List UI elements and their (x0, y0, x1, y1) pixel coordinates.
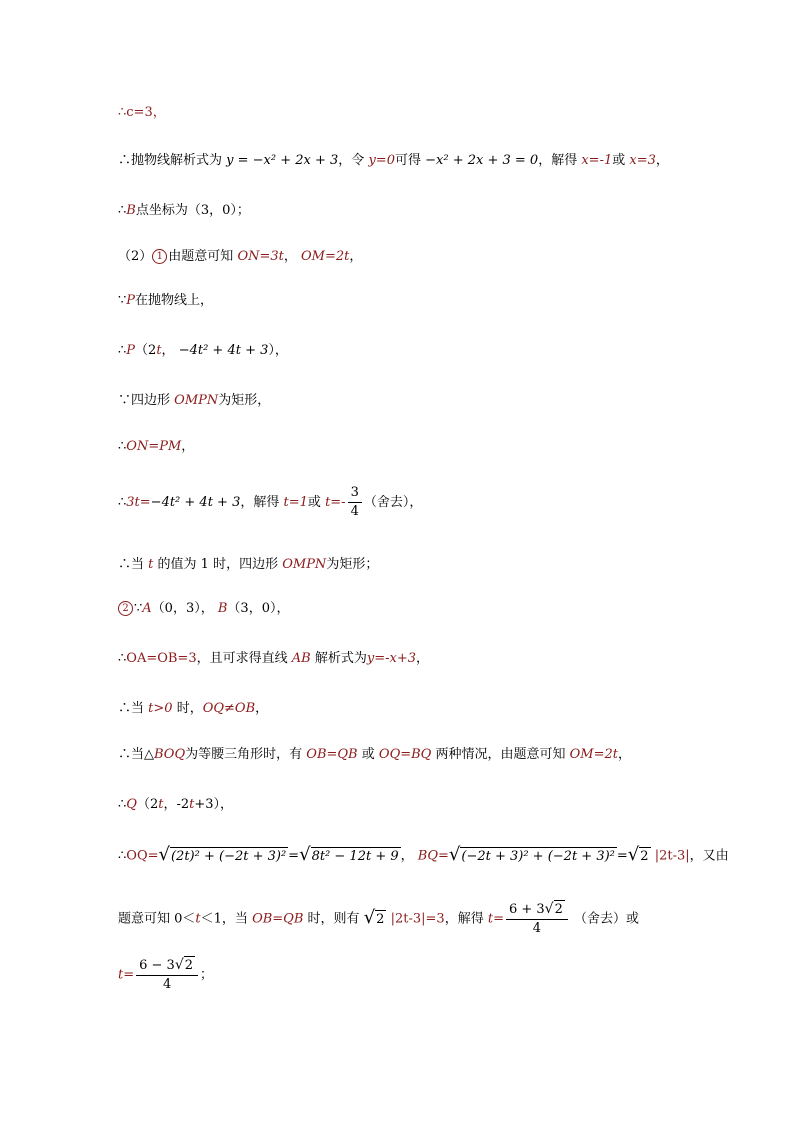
line-11 (118, 600, 289, 618)
numerator-text: 6 − 3 (139, 958, 175, 973)
text: 点坐标为（3，0）； (135, 203, 250, 218)
line-14 (118, 746, 631, 764)
text: ， (617, 747, 631, 762)
text: （3，0）， (227, 601, 290, 616)
text: （舍去）， (363, 495, 423, 510)
variable: t= (118, 967, 135, 983)
line-17 (118, 900, 639, 938)
variable: x=3 (629, 153, 656, 168)
text: ， (255, 701, 269, 716)
text: ∴ (118, 848, 127, 864)
text: ∵ (118, 293, 127, 308)
line-12 (118, 650, 429, 668)
text: ， (161, 343, 175, 358)
text: 或 (361, 747, 375, 762)
radical-sign-icon: √ (363, 907, 376, 928)
radical-sign-icon: √ (544, 901, 554, 917)
radical-sign-icon: √ (158, 844, 170, 865)
line-10 (118, 556, 378, 574)
fraction (506, 900, 568, 938)
line-2 (118, 152, 669, 170)
text: 时，则有 (307, 911, 360, 927)
text: 在抛物线上， (135, 293, 214, 308)
line-8 (118, 438, 194, 456)
variable: |2t-3|=3 (390, 911, 445, 927)
text: 或 (307, 495, 321, 510)
variable: OQ≠OB (202, 701, 256, 716)
text: （0，3）， (151, 601, 214, 616)
c-value: ∴c=3， (118, 105, 166, 120)
line-6 (118, 342, 288, 360)
line-13 (118, 700, 268, 718)
denominator: 4 (162, 977, 172, 992)
text: ∵ (134, 601, 143, 616)
text: ∵四边形 (118, 393, 171, 408)
variable: x=-1 (581, 153, 613, 168)
radicand: 2 (640, 849, 649, 864)
circled-number: 2 (118, 601, 133, 616)
variable: B (217, 601, 228, 616)
text: ）， (268, 343, 288, 358)
variable: OA=OB=3 (126, 651, 197, 666)
variable: P (126, 343, 136, 358)
variable: y=0 (368, 153, 395, 168)
text: ，令 (338, 153, 365, 168)
radicand: 2 (184, 958, 194, 973)
variable: y=-x+3 (366, 651, 416, 666)
variable: OB=QB (252, 911, 304, 927)
equation-part: y = −x (226, 153, 271, 168)
text: 解析式为 (314, 651, 367, 666)
text: ∴ (118, 439, 127, 454)
variable: |2t-3| (654, 848, 690, 864)
text: = (288, 848, 300, 864)
variable: t=1 (283, 495, 308, 510)
line-1 (118, 104, 166, 122)
text: ， (283, 249, 297, 264)
line-5 (118, 292, 213, 310)
variable: t>0 (148, 701, 173, 716)
numerator (506, 900, 568, 920)
variable: t (148, 557, 154, 572)
sqrt-expression (545, 900, 565, 919)
variable: OB=QB (306, 747, 358, 762)
radical-sign-icon: √ (174, 957, 184, 973)
text: ＜1，当 (200, 911, 248, 927)
variable: 3t= (126, 495, 151, 510)
text: 由题意可知 (168, 249, 234, 264)
text: 时， (176, 701, 203, 716)
text: ， (349, 249, 363, 264)
text: ，且可求得直线 (196, 651, 288, 666)
text: 两种情况，由题意可知 (435, 747, 566, 762)
text: ∴抛物线解析式为 (118, 153, 223, 168)
text: ，解得 (444, 911, 484, 927)
text: ∴当 (118, 701, 145, 716)
equation: −4t² + 4t + 3 (150, 495, 241, 510)
text: 为矩形， (218, 393, 271, 408)
line-16 (118, 846, 729, 866)
radicand: 2 (376, 912, 385, 927)
line-18 (118, 956, 213, 994)
text: +3）， (194, 797, 234, 812)
variable: P (126, 293, 136, 308)
text: 为矩形； (326, 557, 379, 572)
line-4 (118, 248, 362, 266)
sqrt-expression (628, 846, 651, 866)
radical-sign-icon: √ (627, 844, 640, 865)
variable: AB (291, 651, 311, 666)
variable: OMPN (174, 393, 219, 408)
text: ，解得 (538, 153, 578, 168)
text: ， (400, 848, 414, 864)
text: （2 (135, 343, 157, 358)
radicand: 2 (554, 902, 563, 917)
sqrt-expression (449, 846, 617, 866)
text: 题意可知 0＜ (118, 911, 196, 927)
text: ，-2 (163, 797, 190, 812)
variable: t=- (325, 495, 346, 510)
text: 可得 (394, 153, 421, 168)
variable: OM=2t (301, 249, 350, 264)
circled-number: 1 (152, 249, 167, 264)
numerator (136, 956, 198, 976)
variable: OQ=BQ (378, 747, 432, 762)
text: （2 (136, 797, 159, 812)
radical-sign-icon: √ (299, 844, 311, 865)
text: ， (655, 153, 669, 168)
variable: ON=3t (237, 249, 284, 264)
denominator: 4 (532, 921, 542, 936)
text: ， (416, 651, 430, 666)
sqrt-expression (175, 956, 195, 975)
text: 或 (612, 153, 626, 168)
numerator-text: 6 + 3 (508, 902, 545, 917)
text: ∴ (118, 343, 127, 358)
text: （2） (118, 249, 153, 264)
equation: −x² + 2x + 3 = 0 (425, 153, 539, 168)
variable: OMPN (282, 557, 327, 572)
sqrt-expression (364, 909, 387, 929)
radicand: (2t)² + (−2t + 3)² (170, 849, 287, 864)
text: ∴ (118, 797, 127, 812)
line-7 (118, 392, 270, 410)
equation: −4t² + 4t + 3 (178, 343, 269, 358)
text: 为等腰三角形时，有 (185, 747, 303, 762)
radicand: 8t² − 12t + 9 (311, 849, 399, 864)
sqrt-expression (159, 846, 289, 866)
radical-sign-icon: √ (448, 844, 461, 865)
variable: t (195, 911, 201, 927)
line-15 (118, 796, 233, 814)
variable: t (156, 343, 162, 358)
variable: BQ= (417, 848, 449, 864)
text: （舍去）或 (574, 911, 640, 927)
text: ∴当△ (118, 747, 154, 762)
variable: t (158, 797, 164, 812)
variable: OQ= (126, 848, 159, 864)
text: ∴ (118, 651, 127, 666)
line-9 (118, 484, 422, 521)
variable: t (189, 797, 195, 812)
text: ∴ (118, 495, 127, 510)
numerator: 3 (348, 484, 362, 503)
text: ，又由 (689, 848, 729, 864)
variable: Q (126, 797, 137, 812)
text: ； (200, 967, 214, 983)
fraction (136, 956, 198, 994)
variable: BOQ (154, 747, 186, 762)
variable: OM=2t (569, 747, 618, 762)
text: ，解得 (240, 495, 280, 510)
sqrt-expression (299, 846, 401, 866)
variable: B (126, 203, 136, 218)
text: ∴ (118, 203, 127, 218)
equation-part: ² + 2x + 3 (270, 153, 339, 168)
text: = (616, 848, 628, 864)
variable: A (142, 601, 152, 616)
radicand: (−2t + 3)² + (−2t + 3)² (461, 849, 615, 864)
line-3 (118, 202, 250, 220)
denominator: 4 (350, 504, 359, 519)
text: 的值为 1 时，四边形 (157, 557, 279, 572)
fraction (348, 484, 362, 521)
variable: ON=PM (126, 439, 182, 454)
text: ， (181, 439, 195, 454)
text: ∴当 (118, 557, 145, 572)
variable: t= (487, 911, 504, 927)
